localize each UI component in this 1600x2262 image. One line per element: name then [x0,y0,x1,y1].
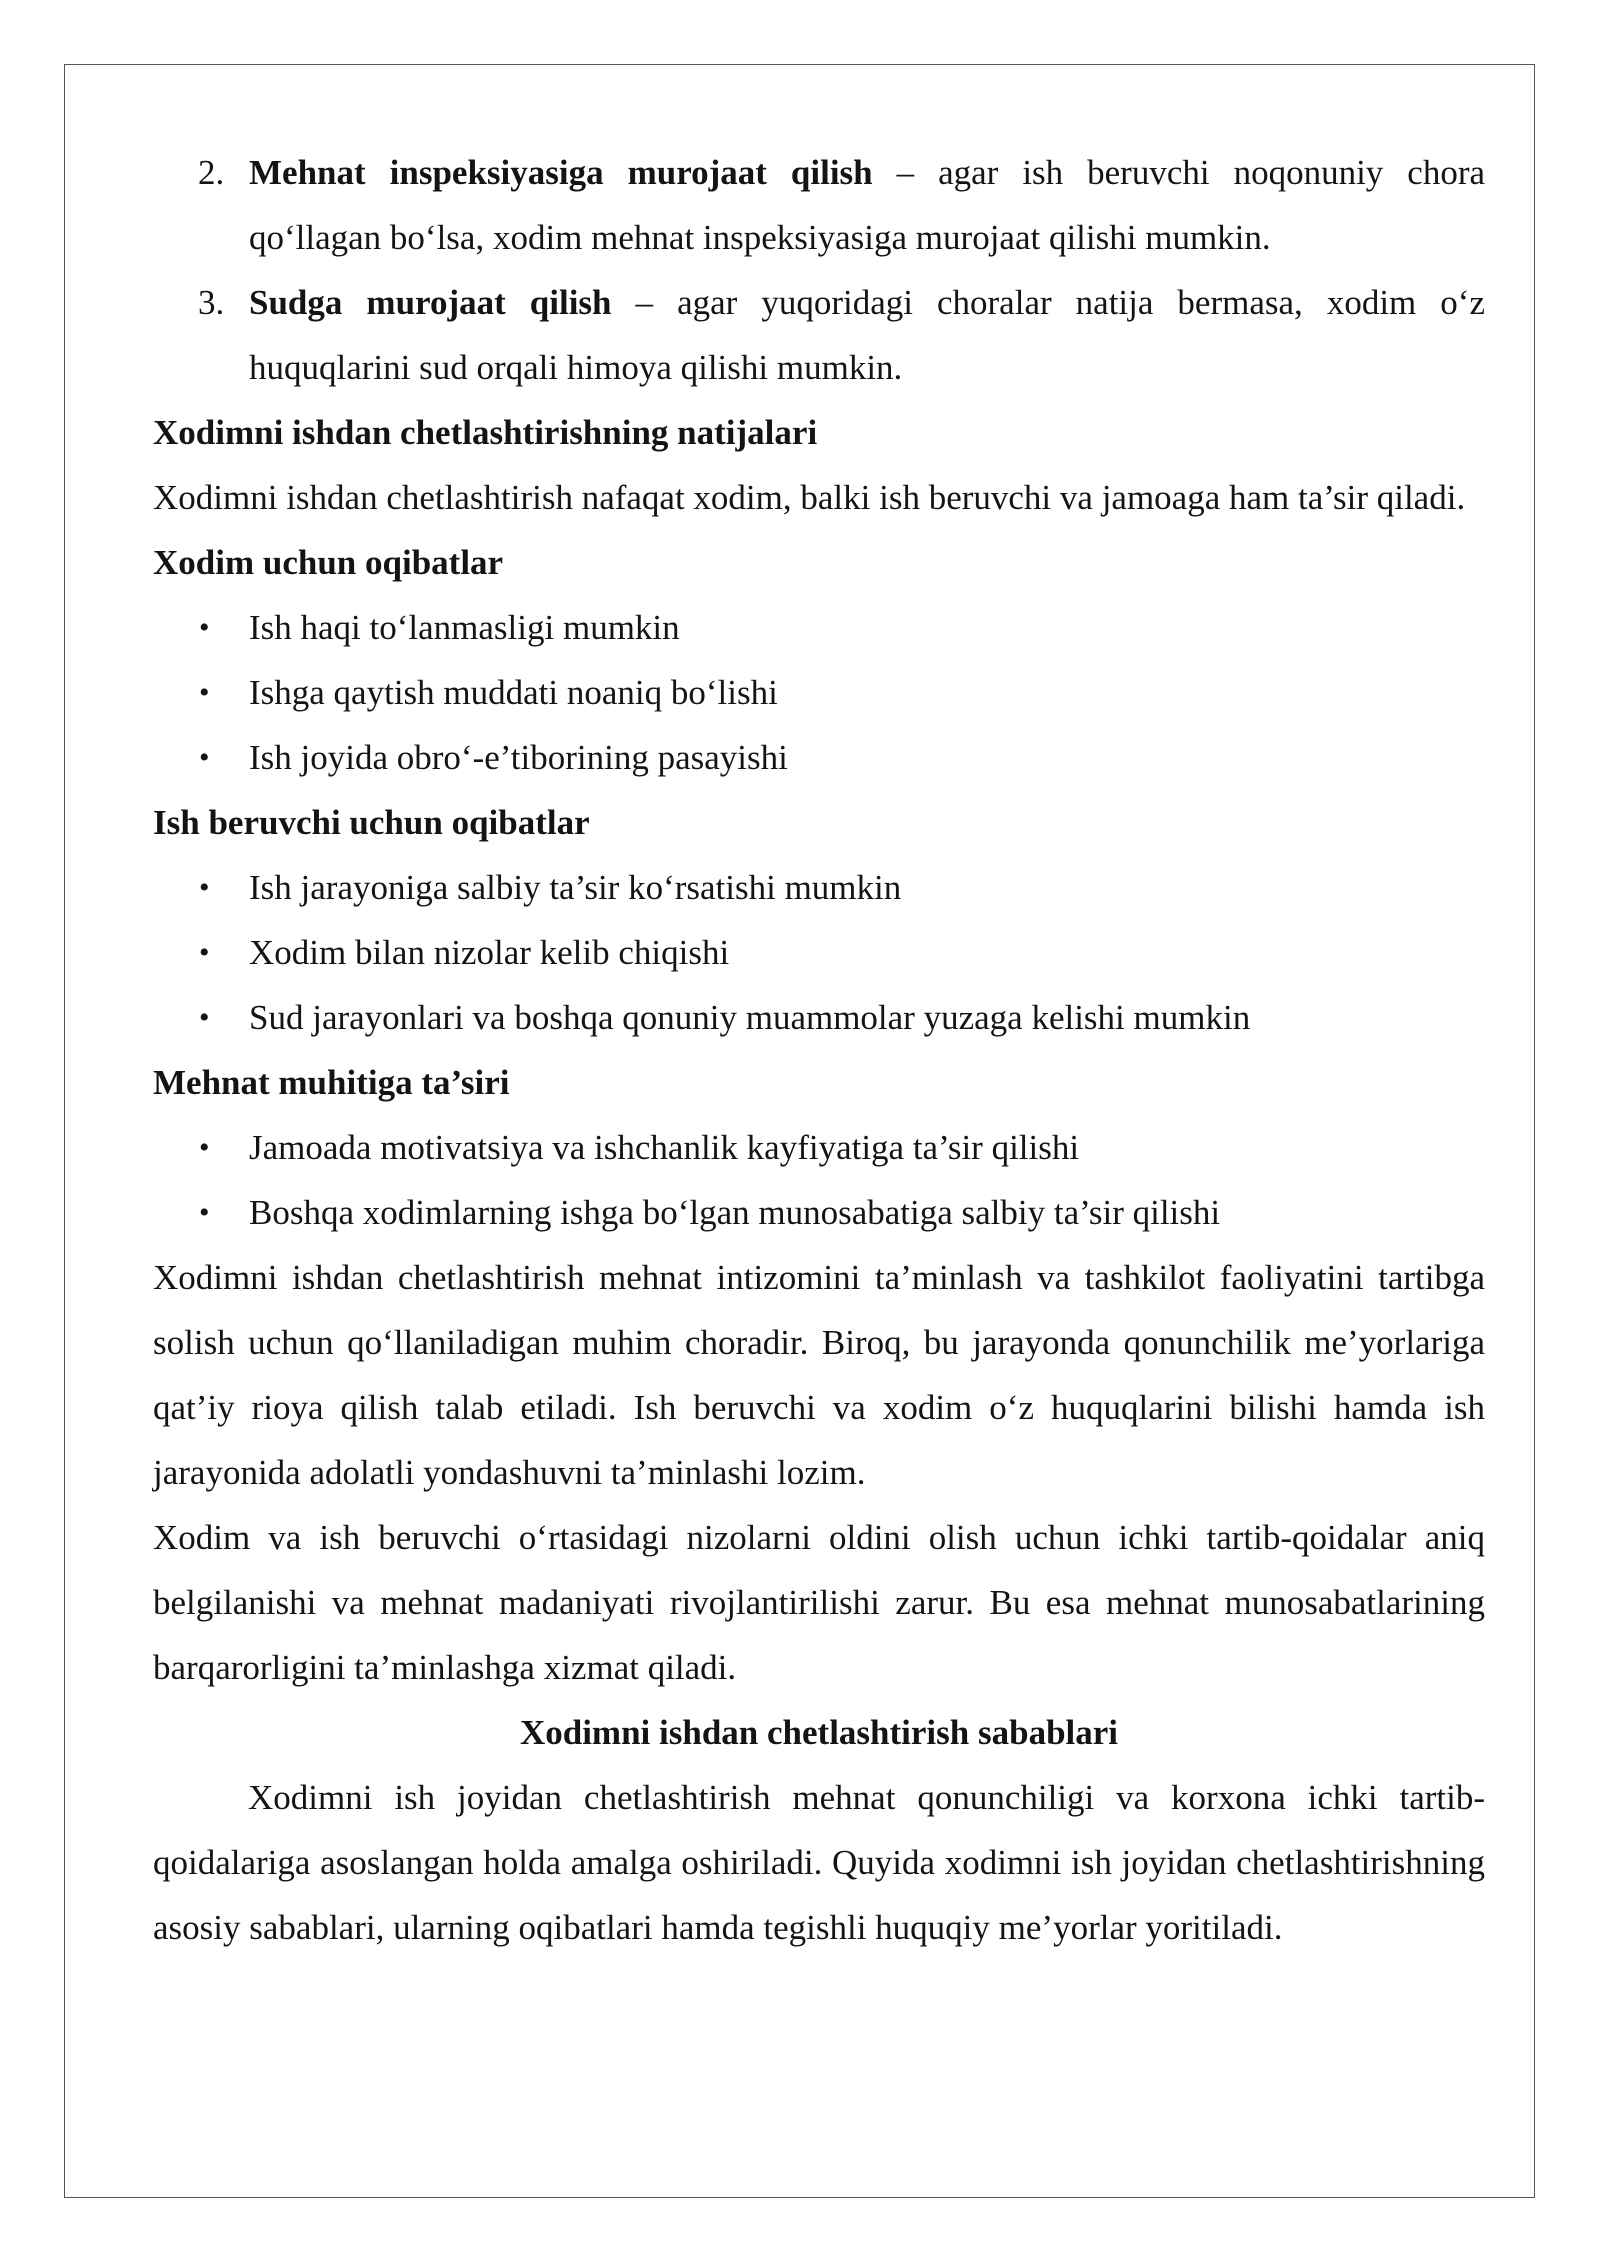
list-item-title: Mehnat inspeksiyasiga murojaat qilish [249,153,873,192]
bullet-icon: • [199,871,210,904]
list-item [153,270,1485,400]
employer-consequences-list [153,855,1485,1050]
list-item: • Boshqa xodimlarning ishga bo‘lgan munosabatiga salbiy ta’sir qilishi [153,1180,1485,1245]
prevention-paragraph: Xodim va ish beruvchi o‘rtasidagi nizolarni oldini olish uchun ichki tartib-qoidalar aniq belgilanishi va mehnat madaniyati rivojlantirilishi zarur. Bu esa mehnat munosabatlarining barqarorligini ta’minlashga xizmat qiladi. [153,1518,1485,1687]
bullet-icon: • [199,1131,210,1164]
section-heading-environment: Mehnat muhitiga ta’siri [153,1063,510,1102]
bullet-icon: • [199,936,210,969]
list-item-text: – agar yuqoridagi choralar natija bermasa, xodim o‘z huquqlarini sud orqali himoya qilishi mumkin. [249,283,1485,387]
list-item: • Ish jarayoniga salbiy ta’sir ko‘rsatishi mumkin [153,855,1485,920]
list-item: • Sud jarayonlari va boshqa qonuniy muammolar yuzaga kelishi mumkin [153,985,1485,1050]
document-body [153,140,1485,1960]
reasons-intro-paragraph: Xodimni ish joyidan chetlashtirish mehnat qonunchiligi va korxona ichki tartib-qoidalariga asoslangan holda amalga oshiriladi. Quyida xodimni ish joyidan chetlashtirishning asosiy sabablari, ularning oqibatlari hamda tegishli huquqiy me’yorlar yoritiladi. [153,1778,1485,1947]
list-number: 2. [198,153,225,192]
list-item: • Xodim bilan nizolar kelib chiqishi [153,920,1485,985]
list-item: • Ishga qaytish muddati noaniq bo‘lishi [153,660,1485,725]
bullet-icon: • [199,676,210,709]
section-heading-results: Xodimni ishdan chetlashtirishning natijalari [153,413,818,452]
list-item-title: Sudga murojaat qilish [249,283,612,322]
list-item: • Jamoada motivatsiya va ishchanlik kayfiyatiga ta’sir qilishi [153,1115,1485,1180]
environment-consequences-list [153,1115,1485,1245]
list-item: • Ish haqi to‘lanmasligi mumkin [153,595,1485,660]
section-heading-employee: Xodim uchun oqibatlar [153,543,504,582]
bullet-icon: • [199,1001,210,1034]
list-number: 3. [198,283,225,322]
employee-consequences-list [153,595,1485,790]
results-intro-paragraph: Xodimni ishdan chetlashtirish nafaqat xodim, balki ish beruvchi va jamoaga ham ta’sir qiladi. [153,478,1466,517]
bullet-icon: • [199,741,210,774]
summary-paragraph: Xodimni ishdan chetlashtirish mehnat intizomini ta’minlash va tashkilot faoliyatini tartibga solish uchun qo‘llaniladigan muhim choradir. Biroq, bu jarayonda qonunchilik me’yorlariga qat’iy rioya qilish talab etiladi. Ish beruvchi va xodim o‘z huquqlarini bilishi hamda ish jarayonida adolatli yondashuvni ta’minlashi lozim. [153,1258,1485,1492]
bullet-icon: • [199,1196,210,1229]
list-item-text: – agar ish beruvchi noqonuniy chora qo‘llagan bo‘lsa, xodim mehnat inspeksiyasiga murojaat qilishi mumkin. [249,153,1486,257]
list-item [153,140,1485,270]
section-heading-employer: Ish beruvchi uchun oqibatlar [153,803,590,842]
list-item: • Ish joyida obro‘-e’tiborining pasayishi [153,725,1485,790]
numbered-list [153,140,1485,400]
bullet-icon: • [199,611,210,644]
section-title-reasons: Xodimni ishdan chetlashtirish sabablari [519,1713,1119,1752]
